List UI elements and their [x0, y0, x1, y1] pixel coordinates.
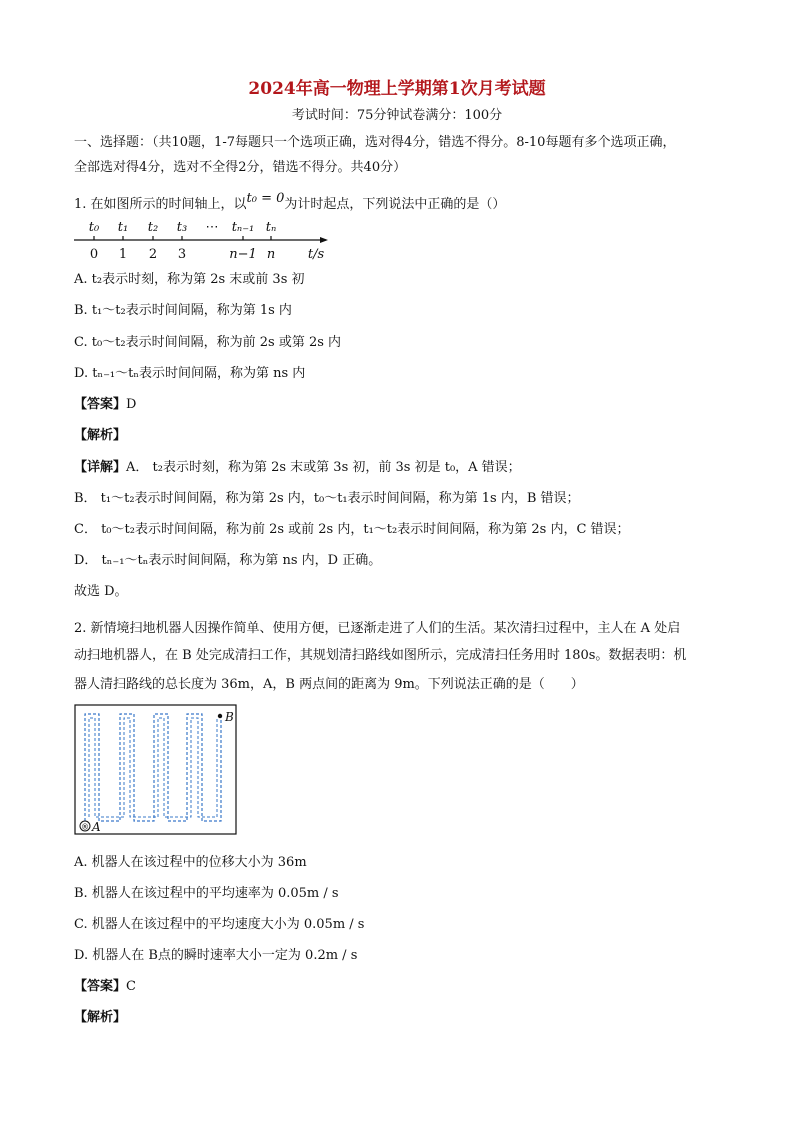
q1-conclusion: 故选 D。: [74, 584, 128, 599]
axis-top-label: t₃: [176, 220, 188, 235]
q1-stem-math: t₀ = 0: [246, 191, 285, 206]
axis-bottom-label: 3: [177, 247, 187, 262]
q1-analysis-tag: 【解析】: [74, 428, 127, 443]
exam-info: 考试时间：75分钟试卷满分：100分: [291, 108, 503, 123]
point-b-dot: [218, 714, 222, 718]
page-title: 2024年高一物理上学期第1次月考试题: [248, 79, 546, 99]
q2-option-a: A. 机器人在该过程中的位移大小为 36m: [74, 855, 307, 870]
axis-bottom-label: n: [266, 247, 276, 262]
q2-stem-line3: 器人清扫路线的总长度为 36m，A，B 两点间的距离为 9m。下列说法正确的是（ ）: [74, 677, 584, 692]
robot-symbol: ®: [81, 822, 89, 832]
time-axis-diagram: [70, 216, 340, 262]
q2-answer: [74, 975, 734, 994]
axis-bottom-label: 1: [118, 247, 128, 262]
answer-tag: 【答案】: [74, 979, 127, 994]
q2-analysis-tag: 【解析】: [74, 1010, 127, 1025]
section-heading-line1: 一、选择题：（共10题，1-7每题只一个选项正确，选对得4分，错选不得分。8-10每题有多个选项正确，: [74, 135, 676, 150]
axis-arrow-icon: [320, 237, 328, 243]
axis-bottom-label: 2: [148, 247, 158, 262]
answer-value: D: [126, 397, 137, 412]
q2-option-b: B. 机器人在该过程中的平均速率为 0.05m / s: [74, 886, 339, 901]
detail-tag: 【详解】: [74, 460, 127, 475]
axis-top-label: tₙ: [265, 220, 277, 235]
point-b-label: B: [225, 710, 234, 724]
answer-tag: 【答案】: [74, 397, 127, 412]
q1-detail-c: C． t₀～t₂表示时间间隔，称为前 2s 或前 2s 内，t₁～t₂表示时间间隔，称为第 2s 内，C 错误；: [74, 522, 630, 537]
q1-stem: [74, 193, 734, 212]
q1-stem-suffix: 为计时起点，下列说法中正确的是（）: [284, 197, 506, 212]
q1-option-b: B. t₁～t₂表示时间间隔，称为第 1s 内: [74, 303, 292, 318]
q1-option-a: A. t₂表示时刻，称为第 2s 末或前 3s 初: [74, 272, 305, 287]
q2-stem-line2: 动扫地机器人，在 B 处完成清扫工作，其规划清扫路线如图所示，完成清扫任务用时 180s。数据表明：机: [74, 648, 687, 663]
axis-top-label: tₙ₋₁: [231, 220, 255, 235]
axis-bottom-label: 0: [89, 247, 99, 262]
q1-option-d: D. tₙ₋₁～tₙ表示时间间隔，称为第 ns 内: [74, 366, 306, 381]
q1-detail-d: D． tₙ₋₁～tₙ表示时间间隔，称为第 ns 内，D 正确。: [74, 553, 382, 568]
point-a-label: A: [92, 820, 101, 834]
axis-top-label: ⋯: [205, 220, 219, 235]
q2-option-c: C. 机器人在该过程中的平均速度大小为 0.05m / s: [74, 917, 365, 932]
detail-line: A． t₂表示时刻，称为第 2s 末或第 3s 初，前 3s 初是 t₀，A 错误；: [126, 460, 521, 475]
q2-stem-line1: 2. 新情境扫地机器人因操作简单、使用方便，已逐渐走进了人们的生活。某次清扫过程中，主人在 A 处启: [74, 621, 681, 636]
q1-stem-prefix: 1. 在如图所示的时间轴上，以: [74, 197, 247, 212]
answer-value: C: [126, 979, 136, 994]
q1-option-c: C. t₀～t₂表示时间间隔，称为前 2s 或第 2s 内: [74, 335, 342, 350]
section-heading-line2: 全部选对得4分，选对不全得2分，错选不得分。共40分）: [74, 160, 407, 175]
q1-detail-a: [74, 456, 734, 475]
q1-answer: [74, 393, 734, 412]
axis-top-label: t₁: [117, 220, 129, 235]
axis-top-label: t₀: [88, 220, 100, 235]
axis-top-label: t₂: [147, 220, 159, 235]
axis-bottom-label: n−1: [229, 247, 257, 262]
cleaning-route-figure: [74, 704, 238, 836]
q1-detail-b: B． t₁～t₂表示时间间隔，称为第 2s 内，t₀～t₁表示时间间隔，称为第 1s 内，B 错误；: [74, 491, 580, 506]
q2-option-d: D. 机器人在 B点的瞬时速率大小一定为 0.2m / s: [74, 948, 358, 963]
axis-bottom-label: t/s: [307, 247, 325, 262]
